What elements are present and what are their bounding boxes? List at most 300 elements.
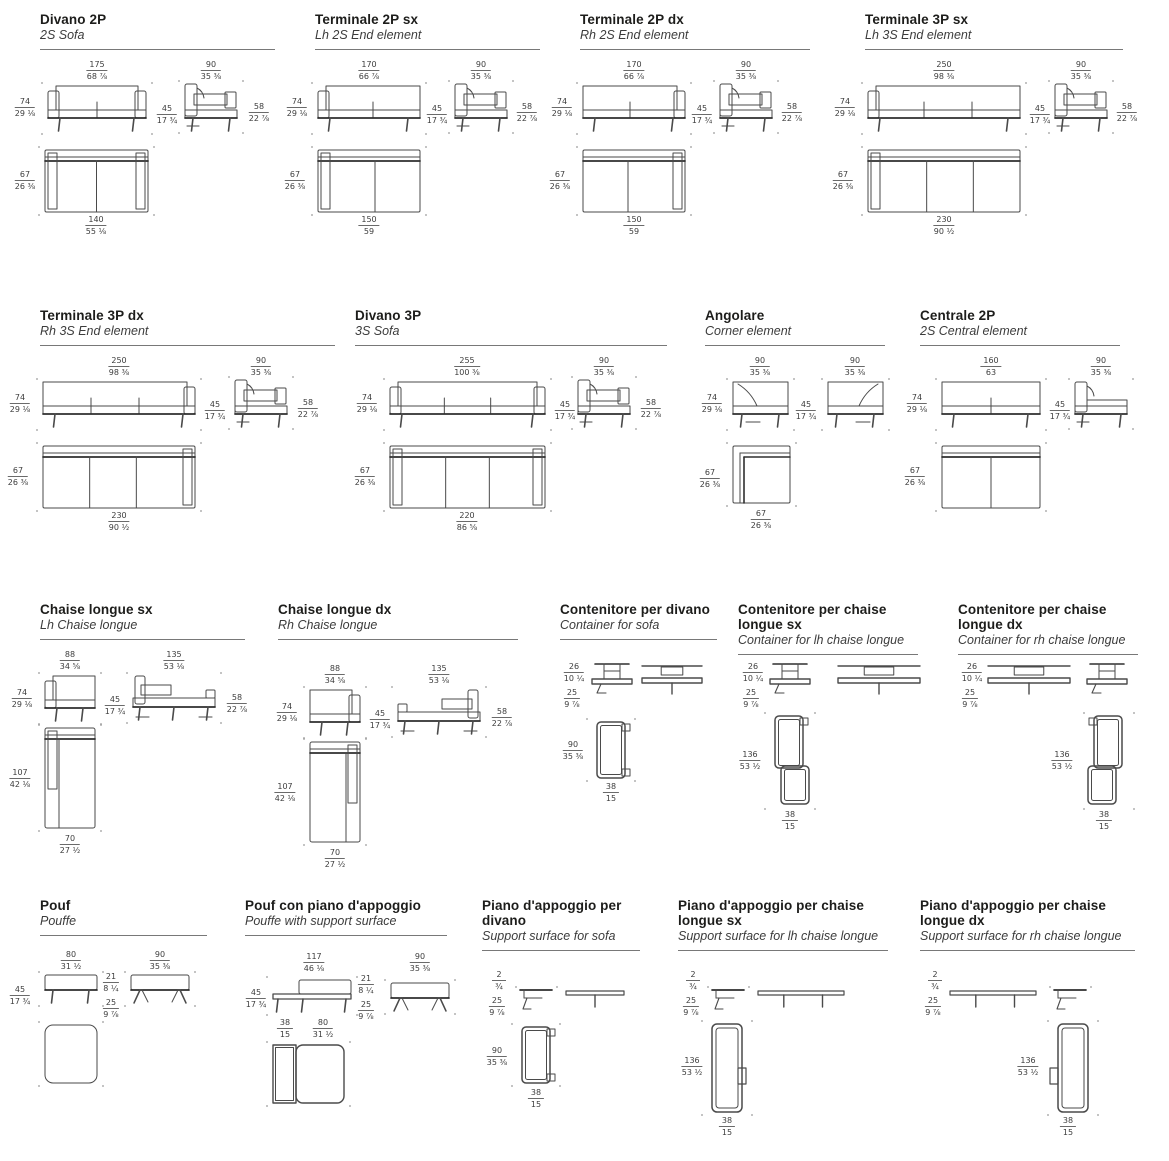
dim-inch-value: 34 ⅝ <box>59 662 81 672</box>
dim-inch-value: ¾ <box>689 982 697 992</box>
dim-inch-value: 17 ¾ <box>1049 412 1071 422</box>
dim-label-height <box>287 97 307 120</box>
dim-inch-value: 42 ⅛ <box>274 794 296 804</box>
dim-cm-value: 170 <box>358 60 379 71</box>
dim-cm-value: 25 <box>103 998 119 1009</box>
dim-inch-value: 29 ⅛ <box>9 405 31 415</box>
dim-cm-value: 70 <box>325 848 345 859</box>
dim-label-arm-height <box>1117 102 1137 125</box>
dim-label-base-width <box>108 511 129 534</box>
dim-inch-value: 90 ½ <box>108 523 130 533</box>
dim-inch-value: 15 <box>530 1100 542 1110</box>
product-subtitle: Container for rh chaise longue <box>958 633 1126 647</box>
dim-inch-value: 53 ⅛ <box>428 676 450 686</box>
product-subtitle: Rh 2S End element <box>580 28 689 42</box>
dim-cm-value: 170 <box>623 60 644 71</box>
dim-label-base-width <box>623 215 644 238</box>
header-rule <box>678 950 888 951</box>
dim-cm-value: 150 <box>623 215 644 226</box>
dim-inch-value: 35 ⅜ <box>593 368 615 378</box>
dim-cm-value: 21 <box>103 972 119 983</box>
header-rule <box>245 935 447 936</box>
dim-label-width <box>623 60 644 83</box>
dim-inch-value: 26 ⅜ <box>699 480 721 490</box>
product-subtitle: 3S Sofa <box>355 324 400 338</box>
product-subtitle: 2S Sofa <box>40 28 85 42</box>
dim-cm-value: 25 <box>358 1000 374 1011</box>
dim-label-depth <box>201 60 221 83</box>
header-rule <box>315 49 540 50</box>
dim-label-frame-height <box>358 1000 374 1023</box>
header-rule <box>40 639 245 640</box>
dim-cm-value: 90 <box>1071 60 1091 71</box>
dim-cm-value: 2 <box>686 970 700 981</box>
dim-label-top-depth <box>355 466 375 489</box>
dim-label-seat-height <box>692 104 712 127</box>
dim-cm-value: 58 <box>298 398 318 409</box>
dim-cm-value: 38 <box>1060 1116 1076 1127</box>
dim-inch-value: 10 ¼ <box>563 674 585 684</box>
product-cell-header-contenitore-per-divano <box>560 602 717 640</box>
product-cell-header-terminale-3p-dx <box>40 308 335 346</box>
product-title: Terminale 3P dx <box>40 308 144 323</box>
dim-label-lower-height <box>564 688 580 711</box>
dim-inch-value: 53 ½ <box>681 1068 703 1078</box>
product-cell-header-chaise-longue-dx <box>278 602 518 640</box>
dim-cm-value: 45 <box>427 104 447 115</box>
dim-inch-value: 29 ⅛ <box>906 405 928 415</box>
dim-inch-value: 29 ⅛ <box>356 405 378 415</box>
dim-label-top-depth <box>9 768 30 791</box>
product-title: Piano d'appoggio per chaise longue sx <box>678 898 864 928</box>
dim-cm-value: 220 <box>456 511 477 522</box>
dim-inch-value: 15 <box>721 1128 733 1138</box>
dim-label-height <box>10 985 30 1008</box>
dim-label-width <box>86 60 107 83</box>
dim-cm-value: 74 <box>702 393 722 404</box>
dim-cm-value: 117 <box>303 952 324 963</box>
dim-label-top-depth <box>15 170 35 193</box>
dim-label-arm-height <box>492 707 512 730</box>
dim-cm-value: 58 <box>227 693 247 704</box>
dim-label-top-width <box>1060 1116 1076 1139</box>
dim-inch-value: 35 ⅜ <box>735 72 757 82</box>
dim-label-cushion-height <box>358 974 374 997</box>
dim-label-depth <box>736 60 756 83</box>
dim-label-upper-height <box>962 662 982 685</box>
dim-label-top-length <box>1017 1056 1038 1079</box>
dim-inch-value: 29 ⅛ <box>286 109 308 119</box>
dim-inch-value: ¾ <box>931 982 939 992</box>
product-cell-header-terminale-2p-dx <box>580 12 810 50</box>
product-cell-header-divano-3p <box>355 308 667 346</box>
dim-inch-value: 10 ¼ <box>961 674 983 684</box>
dim-label-height <box>907 393 927 416</box>
dim-inch-value: 9 ⅞ <box>489 1008 505 1018</box>
dim-inch-value: 35 ⅜ <box>844 368 866 378</box>
dim-cm-value: 26 <box>564 662 584 673</box>
dim-cm-value: 67 <box>905 466 925 477</box>
dim-label-width <box>933 60 954 83</box>
product-title: Terminale 3P sx <box>865 12 969 27</box>
dim-inch-value: 86 ⅝ <box>456 523 478 533</box>
dim-inch-value: 17 ¾ <box>426 116 448 126</box>
dim-inch-value: 26 ⅜ <box>549 182 571 192</box>
dim-cm-value: 255 <box>454 356 480 367</box>
dim-cm-value: 250 <box>933 60 954 71</box>
dim-inch-value: 15 <box>1098 822 1110 832</box>
product-subtitle: Container for lh chaise longue <box>738 633 905 647</box>
product-title: Contenitore per divano <box>560 602 710 617</box>
dim-inch-value: 22 ⅞ <box>640 410 662 420</box>
dim-cm-value: 74 <box>907 393 927 404</box>
dim-cm-value: 45 <box>246 988 266 999</box>
dim-label-top-depth <box>833 170 853 193</box>
dim-inch-value: 26 ⅜ <box>284 182 306 192</box>
dim-cm-value: 74 <box>287 97 307 108</box>
dim-cm-value: 150 <box>358 215 379 226</box>
dim-label-top-length <box>563 740 583 763</box>
header-rule <box>958 654 1138 655</box>
dim-label-height <box>925 996 941 1019</box>
dim-label-top-width <box>782 810 798 833</box>
dim-cm-value: 45 <box>1030 104 1050 115</box>
dim-label-top-length <box>487 1046 507 1069</box>
header-rule <box>40 49 275 50</box>
dim-label-top-depth <box>905 466 925 489</box>
dim-label-height <box>12 688 32 711</box>
dim-inch-value: 22 ⅞ <box>297 410 319 420</box>
product-cell-header-divano-2p <box>40 12 275 50</box>
dim-cm-value: 38 <box>277 1018 293 1029</box>
dim-label-top-length <box>1051 750 1072 773</box>
dim-inch-value: 35 ⅜ <box>749 368 771 378</box>
dim-inch-value: 35 ⅜ <box>1070 72 1092 82</box>
dim-cm-value: 45 <box>692 104 712 115</box>
dim-label-arm-height <box>517 102 537 125</box>
dim-inch-value: 59 <box>628 227 640 237</box>
product-cell-header-pouf-con-piano-dappoggio <box>245 898 447 936</box>
header-rule <box>560 639 717 640</box>
dim-cm-value: 38 <box>1096 810 1112 821</box>
dim-inch-value: 9 ⅞ <box>358 1012 374 1022</box>
dim-label-top-depth <box>285 170 305 193</box>
dim-inch-value: 26 ⅜ <box>14 182 36 192</box>
dim-inch-value: 29 ⅛ <box>834 109 856 119</box>
product-cell-header-angolare <box>705 308 885 346</box>
product-cell-header-contenitore-per-chaise-longue-dx <box>958 602 1138 655</box>
dim-cm-value: 67 <box>833 170 853 181</box>
dim-cm-value: 67 <box>700 468 720 479</box>
dim-inch-value: 42 ⅛ <box>9 780 31 790</box>
dim-cm-value: 25 <box>743 688 759 699</box>
dim-label-height <box>357 393 377 416</box>
dim-inch-value: 68 ⅞ <box>86 72 108 82</box>
dim-label-height <box>10 393 30 416</box>
dim-inch-value: 35 ⅜ <box>149 962 171 972</box>
dim-inch-value: 17 ¾ <box>104 707 126 717</box>
dim-label-top-length <box>681 1056 702 1079</box>
dim-cm-value: 80 <box>61 950 81 961</box>
dim-label-depth <box>1071 60 1091 83</box>
dim-label-seat-height <box>105 695 125 718</box>
dim-inch-value: 46 ⅛ <box>303 964 325 974</box>
dim-cm-value: 38 <box>782 810 798 821</box>
dim-cm-value: 26 <box>962 662 982 673</box>
dim-cm-value: 67 <box>355 466 375 477</box>
dim-label-top-depth <box>8 466 28 489</box>
header-rule <box>920 950 1135 951</box>
dim-inch-value: 53 ½ <box>1051 762 1073 772</box>
dim-cm-value: 58 <box>249 102 269 113</box>
dim-cm-value: 74 <box>357 393 377 404</box>
dim-cm-value: 45 <box>796 400 816 411</box>
dim-label-height <box>489 996 505 1019</box>
product-title: Terminale 2P dx <box>580 12 684 27</box>
dim-label-seat-height <box>427 104 447 127</box>
dim-cm-value: 25 <box>683 996 699 1007</box>
dim-label-width <box>980 356 1001 379</box>
dim-inch-value: 17 ¾ <box>795 412 817 422</box>
dim-label-seat-height <box>370 709 390 732</box>
header-rule <box>355 345 667 346</box>
dim-cm-value: 74 <box>12 688 32 699</box>
dim-inch-value: 26 ⅜ <box>832 182 854 192</box>
dim-cm-value: 45 <box>555 400 575 411</box>
product-title: Contenitore per chaise longue dx <box>958 602 1107 632</box>
dim-cm-value: 90 <box>594 356 614 367</box>
dim-inch-value: ¾ <box>495 982 503 992</box>
dim-label-top-depth <box>274 782 295 805</box>
dim-label-width <box>108 356 129 379</box>
dim-cm-value: 107 <box>274 782 295 793</box>
dim-cm-value: 2 <box>492 970 506 981</box>
dim-inch-value: 66 ⅞ <box>623 72 645 82</box>
dim-label-upper-height <box>564 662 584 685</box>
dim-cm-value: 67 <box>285 170 305 181</box>
dim-label-seat-height <box>205 400 225 423</box>
dim-label-thickness <box>928 970 942 993</box>
dim-label-top-width <box>719 1116 735 1139</box>
product-title: Contenitore per chaise longue sx <box>738 602 887 632</box>
header-rule <box>920 345 1120 346</box>
dim-label-depth <box>410 952 430 975</box>
dim-inch-value: 17 ¾ <box>9 997 31 1007</box>
dim-label-upper-height <box>743 662 763 685</box>
dim-cm-value: 38 <box>528 1088 544 1099</box>
dim-label-base-width <box>456 511 477 534</box>
product-cell-header-chaise-longue-sx <box>40 602 245 640</box>
dim-inch-value: 35 ⅜ <box>486 1058 508 1068</box>
product-title: Angolare <box>705 308 765 323</box>
dim-inch-value: 17 ¾ <box>245 1000 267 1010</box>
dim-inch-value: 26 ⅜ <box>750 521 772 531</box>
dim-label-base-width <box>85 215 106 238</box>
dim-cm-value: 135 <box>163 650 184 661</box>
dim-inch-value: 26 ⅜ <box>354 478 376 488</box>
dim-inch-value: 35 ⅜ <box>200 72 222 82</box>
dim-cm-value: 25 <box>925 996 941 1007</box>
dim-cm-value: 90 <box>736 60 756 71</box>
dim-inch-value: 15 <box>784 822 796 832</box>
dim-inch-value: 22 ⅞ <box>248 114 270 124</box>
dim-inch-value: 17 ¾ <box>554 412 576 422</box>
dim-inch-value: 10 ¼ <box>742 674 764 684</box>
dim-inch-value: 26 ⅜ <box>7 478 29 488</box>
dim-label-lower-height <box>962 688 978 711</box>
dim-cm-value: 74 <box>835 97 855 108</box>
dim-inch-value: 35 ⅜ <box>409 964 431 974</box>
dim-label-depth-a <box>750 356 770 379</box>
header-rule <box>705 345 885 346</box>
dim-label-depth <box>150 950 170 973</box>
dim-inch-value: 29 ⅛ <box>551 109 573 119</box>
dim-cm-value: 90 <box>471 60 491 71</box>
dim-label-base-width <box>933 215 954 238</box>
dim-cm-value: 74 <box>552 97 572 108</box>
dim-cm-value: 45 <box>157 104 177 115</box>
dim-cm-value: 90 <box>1091 356 1111 367</box>
dim-inch-value: 15 <box>605 794 617 804</box>
dim-cm-value: 107 <box>9 768 30 779</box>
product-title: Piano d'appoggio per chaise longue dx <box>920 898 1106 928</box>
dim-inch-value: 26 ⅜ <box>904 478 926 488</box>
dim-label-base-width <box>358 215 379 238</box>
product-title: Divano 2P <box>40 12 107 27</box>
dim-inch-value: 27 ½ <box>324 860 346 870</box>
product-cell-header-piano-dappoggio-per-chaise-longue-sx <box>678 898 888 951</box>
dim-cm-value: 25 <box>489 996 505 1007</box>
dim-cm-value: 58 <box>1117 102 1137 113</box>
dim-inch-value: 35 ⅜ <box>470 72 492 82</box>
dim-cm-value: 45 <box>105 695 125 706</box>
dim-label-depth <box>251 356 271 379</box>
dim-label-seat-height <box>1050 400 1070 423</box>
product-subtitle: Lh 3S End element <box>865 28 972 42</box>
dim-cm-value: 135 <box>428 664 449 675</box>
dim-label-height <box>277 702 297 725</box>
dim-cm-value: 250 <box>108 356 129 367</box>
dim-inch-value: 15 <box>279 1030 291 1040</box>
header-rule <box>278 639 518 640</box>
dim-label-top-depth <box>550 170 570 193</box>
dim-inch-value: 8 ¼ <box>358 986 374 996</box>
dim-inch-value: 98 ⅜ <box>933 72 955 82</box>
dim-label-seat-height <box>555 400 575 423</box>
dim-inch-value: 9 ⅞ <box>743 700 759 710</box>
dim-inch-value: 22 ⅞ <box>516 114 538 124</box>
product-subtitle: Container for sofa <box>560 618 660 632</box>
product-subtitle: Corner element <box>705 324 792 338</box>
product-title: Pouf <box>40 898 71 913</box>
dim-label-height <box>15 97 35 120</box>
dim-inch-value: 8 ¼ <box>103 984 119 994</box>
dim-label-width <box>358 60 379 83</box>
product-subtitle: Lh Chaise longue <box>40 618 138 632</box>
dim-label-width <box>61 950 81 973</box>
header-rule <box>738 654 918 655</box>
dim-cm-value: 45 <box>10 985 30 996</box>
dim-cm-value: 90 <box>845 356 865 367</box>
dim-inch-value: 98 ⅜ <box>108 368 130 378</box>
dim-label-height <box>246 988 266 1011</box>
dim-inch-value: 53 ½ <box>1017 1068 1039 1078</box>
dim-cm-value: 136 <box>1017 1056 1038 1067</box>
dim-inch-value: 22 ⅞ <box>781 114 803 124</box>
dim-label-height <box>552 97 572 120</box>
dim-cm-value: 45 <box>205 400 225 411</box>
dim-cm-value: 67 <box>751 509 771 520</box>
dim-cm-value: 90 <box>410 952 430 963</box>
dim-cm-value: 230 <box>108 511 129 522</box>
dim-inch-value: 59 <box>363 227 375 237</box>
product-title: Chaise longue sx <box>40 602 153 617</box>
dim-cm-value: 38 <box>603 782 619 793</box>
dim-cm-value: 25 <box>564 688 580 699</box>
dim-label-width <box>325 664 345 687</box>
dim-cm-value: 88 <box>60 650 80 661</box>
product-subtitle: Rh Chaise longue <box>278 618 378 632</box>
dim-inch-value: 100 ⅜ <box>454 368 480 378</box>
dim-label-depth-b <box>845 356 865 379</box>
dim-cm-value: 90 <box>201 60 221 71</box>
dim-inch-value: 17 ¾ <box>1029 116 1051 126</box>
dim-label-thickness <box>686 970 700 993</box>
dim-inch-value: 35 ⅜ <box>562 752 584 762</box>
dim-label-height <box>683 996 699 1019</box>
dim-label-top-width <box>603 782 619 805</box>
product-subtitle: Pouffe <box>40 914 77 928</box>
dim-cm-value: 58 <box>641 398 661 409</box>
dim-label-top-width <box>60 834 80 857</box>
dim-cm-value: 58 <box>492 707 512 718</box>
dim-label-arm-height <box>227 693 247 716</box>
dim-label-shelf-width <box>277 1018 293 1041</box>
dim-cm-value: 58 <box>517 102 537 113</box>
dim-inch-value: 31 ½ <box>60 962 82 972</box>
dim-inch-value: 22 ⅞ <box>1116 114 1138 124</box>
dim-cm-value: 38 <box>719 1116 735 1127</box>
dim-cm-value: 140 <box>85 215 106 226</box>
dim-inch-value: 35 ⅜ <box>1090 368 1112 378</box>
dim-cm-value: 26 <box>743 662 763 673</box>
product-title: Piano d'appoggio per divano <box>482 898 622 928</box>
product-subtitle: Support surface for sofa <box>482 929 616 943</box>
dim-cm-value: 90 <box>150 950 170 961</box>
product-title: Terminale 2P sx <box>315 12 419 27</box>
product-subtitle: Lh 2S End element <box>315 28 422 42</box>
dim-inch-value: 53 ½ <box>739 762 761 772</box>
dim-inch-value: 35 ⅜ <box>250 368 272 378</box>
dim-label-top-length <box>739 750 760 773</box>
dim-inch-value: 53 ⅛ <box>163 662 185 672</box>
dim-inch-value: 9 ⅞ <box>103 1010 119 1020</box>
dim-label-length <box>428 664 449 687</box>
dim-inch-value: 63 <box>985 368 997 378</box>
dim-cm-value: 67 <box>15 170 35 181</box>
dim-label-depth <box>471 60 491 83</box>
dim-cm-value: 74 <box>277 702 297 713</box>
dim-label-arm-height <box>782 102 802 125</box>
dim-inch-value: 27 ½ <box>59 846 81 856</box>
dim-label-top-width <box>751 509 771 532</box>
dim-cm-value: 230 <box>933 215 954 226</box>
dim-inch-value: 22 ⅞ <box>226 705 248 715</box>
dim-cm-value: 70 <box>60 834 80 845</box>
product-subtitle: 2S Central element <box>920 324 1028 338</box>
dim-label-arm-height <box>641 398 661 421</box>
dim-label-depth <box>594 356 614 379</box>
